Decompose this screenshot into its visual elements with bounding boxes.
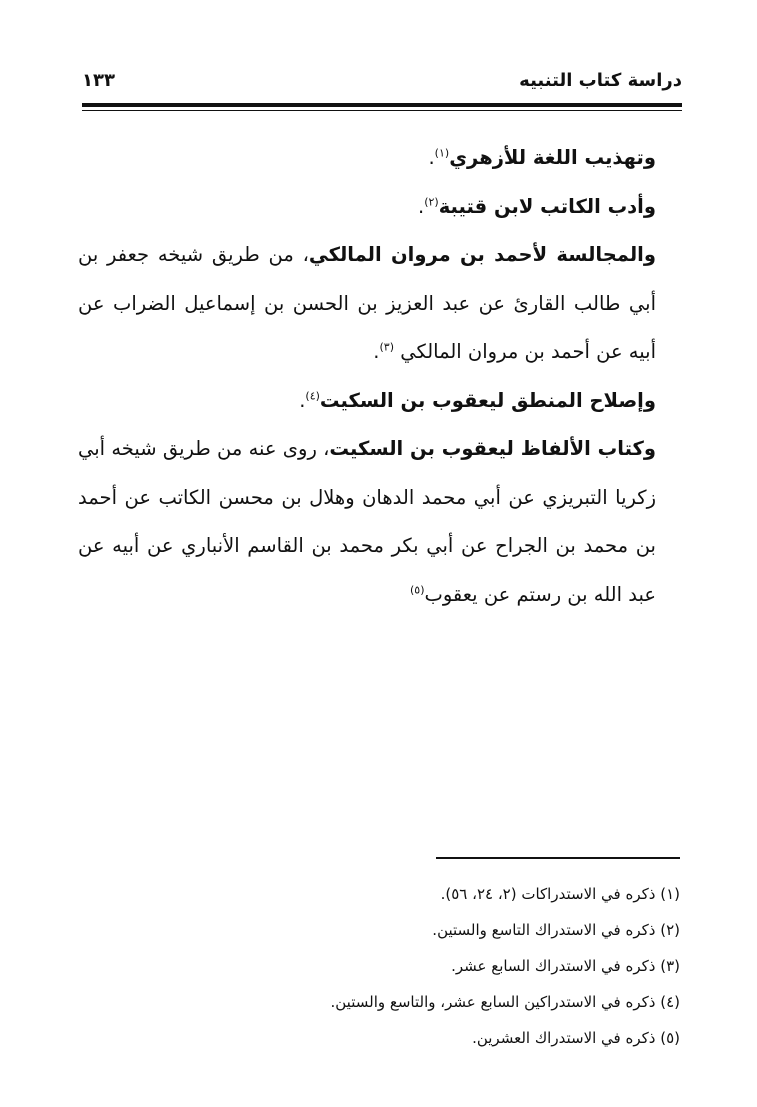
paragraph-4-end: . bbox=[299, 388, 306, 412]
footnote-separator bbox=[436, 857, 680, 859]
paragraph-1 bbox=[78, 134, 680, 183]
footnotes bbox=[200, 876, 680, 1056]
paragraph-2-text: وأدب الكاتب لابن قتيبة bbox=[438, 194, 656, 218]
footnote-ref-5: (٥) bbox=[409, 583, 425, 596]
header-rule-thin bbox=[82, 110, 682, 111]
footnote-ref-4: (٤) bbox=[305, 389, 320, 402]
running-header bbox=[82, 70, 682, 100]
paragraph-3 bbox=[78, 231, 680, 377]
main-text bbox=[78, 134, 680, 619]
footnote-2: (٢) ذكره في الاستدراك التاسع والستين. bbox=[432, 921, 680, 939]
header-rule-thick bbox=[82, 103, 682, 107]
paragraph-5 bbox=[78, 425, 680, 619]
paragraph-5-bold: وكتاب الألفاظ ليعقوب بن السكيت bbox=[329, 437, 656, 460]
page-number: ١٣٣ bbox=[82, 70, 115, 91]
paragraph-4 bbox=[78, 377, 680, 426]
footnote-ref-1: (١) bbox=[434, 146, 450, 160]
paragraph-3-end: . bbox=[373, 340, 380, 363]
paragraph-2-end: . bbox=[418, 194, 425, 218]
footnote-ref-3: (٣) bbox=[379, 340, 394, 354]
paragraph-3-bold: والمجالسة لأحمد بن مروان المالكي bbox=[308, 243, 656, 266]
running-title: دراسة كتاب التنبيه bbox=[519, 70, 682, 91]
paragraph-3-text: ، من طريق شيخه جعفر بن أبي طالب القارئ عن عبد العزيز بن الحسن بن إسماعيل الضراب عن أبيه عن أحمد بن مروان المالكي bbox=[78, 243, 656, 363]
paragraph-1-text: وتهذيب اللغة للأزهري bbox=[449, 146, 656, 169]
paragraph-1-end: . bbox=[428, 146, 435, 169]
footnote-4: (٤) ذكره في الاستدراكين السابع عشر، والتاسع والستين. bbox=[330, 993, 680, 1011]
paragraph-5-text: ، روى عنه من طريق شيخه أبي زكريا التبريزي عن أبي محمد الدهان وهلال بن محسن الكاتب عن أحمد بن محمد بن الجراح عن أبي بكر محمد بن القاسم الأنباري عن أبيه عن عبد الله بن رستم عن يعقوب bbox=[78, 437, 656, 606]
footnote-5: (٥) ذكره في الاستدراك العشرين. bbox=[472, 1029, 680, 1047]
footnote-3: (٣) ذكره في الاستدراك السابع عشر. bbox=[451, 957, 680, 975]
paragraph-4-text: وإصلاح المنطق ليعقوب بن السكيت bbox=[319, 388, 656, 412]
paragraph-2 bbox=[78, 183, 680, 232]
footnote-1: (١) ذكره في الاستدراكات (٢، ٢٤، ٥٦). bbox=[440, 885, 680, 903]
footnote-ref-2: (٢) bbox=[424, 195, 439, 208]
